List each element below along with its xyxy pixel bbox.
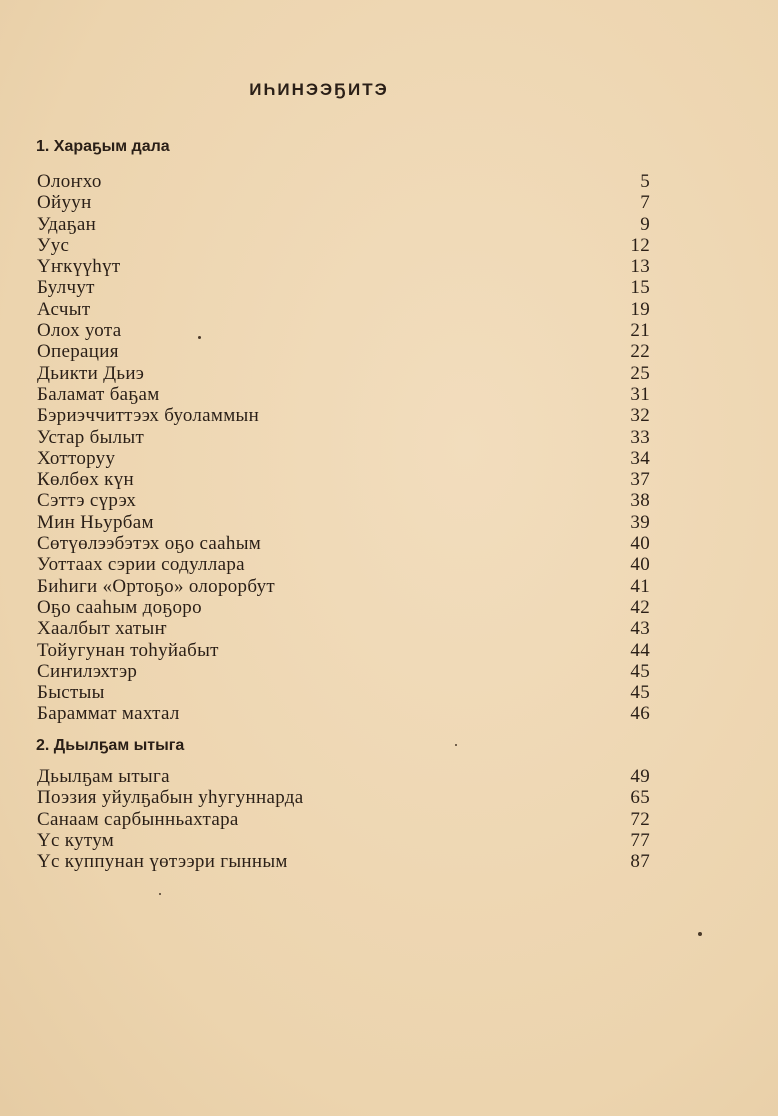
- toc-entry: [37, 787, 650, 808]
- entry-title: Тойугунан тоһуйабыт: [37, 639, 219, 661]
- toc-entry: [37, 554, 650, 575]
- entry-page: 5: [640, 171, 650, 192]
- entry-title: Булчут: [37, 277, 95, 299]
- toc-entry: [37, 766, 650, 787]
- entry-title: Санаам сарбынньахтара: [37, 808, 239, 830]
- toc-entry: [37, 512, 650, 533]
- entry-title: Үҥкүүһүт: [37, 256, 121, 278]
- toc-entry: [37, 597, 650, 618]
- toc-entry: [37, 682, 650, 703]
- entry-page: 49: [630, 766, 650, 787]
- toc-entry: [37, 851, 650, 872]
- entry-title: Удаҕан: [37, 213, 97, 235]
- toc-entry: [37, 192, 650, 213]
- section-heading-2: 2. Дьылҕам ытыга: [36, 737, 185, 754]
- entry-page: 45: [630, 682, 650, 704]
- page-title: ИҺИНЭЭҔИТЭ: [249, 80, 389, 99]
- toc-entry: [37, 235, 650, 256]
- toc-entry: [37, 341, 650, 362]
- toc-entry: [37, 469, 650, 490]
- entry-title: Сиҥилэхтэр: [37, 660, 138, 682]
- toc-entry: [37, 533, 650, 554]
- entry-title: Оҕо сааһым доҕоро: [37, 596, 202, 618]
- toc-entry: [37, 214, 650, 235]
- entry-title: Дьикти Дьиэ: [37, 362, 145, 384]
- entry-title: Ойуун: [37, 192, 92, 214]
- toc-entry: [37, 661, 650, 682]
- entry-page: 87: [630, 851, 650, 873]
- entry-page: 40: [630, 533, 650, 555]
- paper-speck: [455, 744, 457, 746]
- section-heading-1: 1. Хараҕым дала: [36, 138, 170, 155]
- entry-title: Операция: [37, 341, 119, 363]
- entry-title: Сөтүөлээбэтэх оҕо сааһым: [37, 533, 262, 555]
- paper-speck: [159, 893, 161, 895]
- entry-page: 19: [630, 298, 650, 320]
- entry-page: 9: [640, 213, 650, 235]
- entry-title: Олох уота: [37, 320, 122, 342]
- entry-title: Баламат баҕам: [37, 383, 160, 405]
- entry-page: 46: [630, 703, 650, 725]
- entry-page: 39: [630, 511, 650, 533]
- entry-title: Олоҥхо: [37, 171, 102, 192]
- toc-entry: [37, 490, 650, 511]
- toc-entry: [37, 384, 650, 405]
- entry-title: Бараммат махтал: [37, 703, 180, 725]
- entry-page: 40: [630, 554, 650, 576]
- entry-title: Хаалбыт хатыҥ: [37, 618, 167, 640]
- entry-title: Устар былыт: [37, 426, 145, 448]
- toc-entry: [37, 363, 650, 384]
- entry-page: 42: [630, 596, 650, 618]
- toc-entry: [37, 809, 650, 830]
- entry-page: 72: [630, 808, 650, 830]
- entry-page: 37: [630, 469, 650, 491]
- entry-title: Уоттаах сэрии содуллара: [37, 554, 245, 576]
- entry-title: Уус: [37, 234, 70, 256]
- toc-entry: [37, 256, 650, 277]
- entry-title: Сэттэ сүрэх: [37, 490, 137, 512]
- entry-title: Хотторуу: [37, 447, 116, 469]
- entry-page: 25: [630, 362, 650, 384]
- entry-page: 21: [630, 320, 650, 342]
- entry-page: 7: [640, 192, 650, 214]
- entry-page: 34: [630, 447, 650, 469]
- entry-page: 77: [630, 829, 650, 851]
- toc-entry: [37, 448, 650, 469]
- entry-title: Поэзия уйулҕабын уһугуннарда: [37, 787, 304, 809]
- entry-page: 32: [630, 405, 650, 427]
- entry-page: 33: [630, 426, 650, 448]
- toc-list-2: [37, 766, 650, 872]
- toc-entry: [37, 427, 650, 448]
- entry-page: 13: [630, 256, 650, 278]
- toc-entry: [37, 618, 650, 639]
- toc-entry: [37, 171, 650, 192]
- entry-page: 38: [630, 490, 650, 512]
- entry-page: 43: [630, 618, 650, 640]
- entry-page: 65: [630, 787, 650, 809]
- entry-title: Үс кутум: [37, 829, 115, 851]
- paper-speck: [198, 336, 201, 339]
- toc-entry: [37, 640, 650, 661]
- entry-page: 45: [630, 660, 650, 682]
- entry-page: 41: [630, 575, 650, 597]
- toc-entry: [37, 703, 650, 724]
- entry-title: Асчыт: [37, 298, 91, 320]
- entry-page: 12: [630, 234, 650, 256]
- entry-title: Мин Ньурбам: [37, 511, 154, 533]
- entry-title: Бэриэччиттээх буоламмын: [37, 405, 260, 427]
- entry-page: 22: [630, 341, 650, 363]
- toc-entry: [37, 830, 650, 851]
- entry-page: 15: [630, 277, 650, 299]
- entry-title: Быстыы: [37, 682, 105, 704]
- toc-entry: [37, 299, 650, 320]
- toc-entry: [37, 320, 650, 341]
- paper-speck: [698, 932, 702, 936]
- toc-list-1: [37, 171, 650, 725]
- entry-title: Үс куппунан үөтээри гынным: [37, 851, 288, 873]
- entry-title: Көлбөх күн: [37, 469, 134, 491]
- entry-page: 31: [630, 383, 650, 405]
- entry-title: Дьылҕам ытыга: [37, 766, 170, 787]
- toc-entry: [37, 405, 650, 426]
- toc-entry: [37, 277, 650, 298]
- entry-title: Биһиги «Ортоҕо» олорорбут: [37, 575, 275, 597]
- toc-entry: [37, 576, 650, 597]
- entry-page: 44: [630, 639, 650, 661]
